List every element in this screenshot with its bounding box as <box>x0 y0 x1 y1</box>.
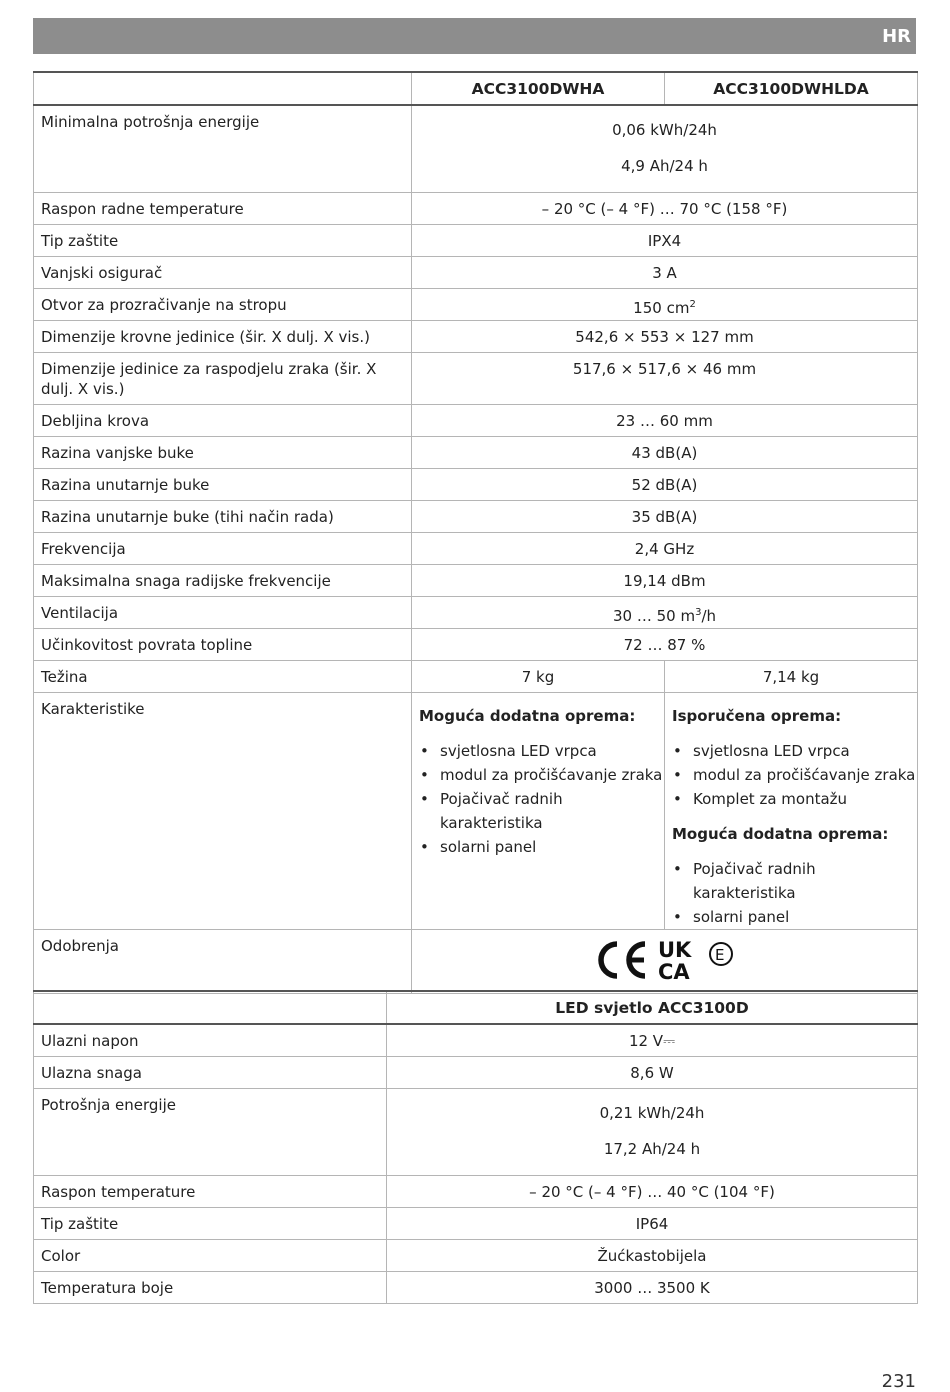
table-row-approvals <box>34 929 918 993</box>
table-row <box>34 1088 918 1175</box>
value-suffix: /h <box>701 606 717 625</box>
row-value: 12 V⎓ <box>387 1024 918 1056</box>
ukca-mark-bottom: CA <box>657 959 690 982</box>
features-list <box>665 739 917 811</box>
features-list <box>412 739 664 859</box>
value-text: 150 cm <box>633 298 690 317</box>
table-row <box>34 564 918 596</box>
row-value: 3000 … 3500 K <box>387 1271 918 1303</box>
column-header-acc3100dwhlda: ACC3100DWHLDA <box>665 72 918 105</box>
table-row <box>34 105 918 192</box>
row-label: Temperatura boje <box>34 1271 387 1303</box>
row-label: Razina vanjske buke <box>34 436 412 468</box>
page-number: 231 <box>881 1371 916 1392</box>
row-value: 3 A <box>412 256 918 288</box>
row-label: Otvor za prozračivanje na stropu <box>34 288 412 320</box>
column-header-acc3100dwha: ACC3100DWHA <box>412 72 665 105</box>
row-label: Tip zaštite <box>34 224 412 256</box>
table-row <box>34 320 918 352</box>
table-row <box>34 192 918 224</box>
row-label: Dimenzije jedinice za raspodjelu zraka (šir. X dulj. X vis.) <box>34 352 412 404</box>
row-label: Debljina krova <box>34 404 412 436</box>
table-row <box>34 436 918 468</box>
row-label: Tip zaštite <box>34 1207 387 1239</box>
language-code: HR <box>882 26 911 47</box>
row-label: Razina unutarnje buke <box>34 468 412 500</box>
features-title-optional: Moguća dodatna oprema: <box>672 824 889 843</box>
row-label: Učinkovitost povrata topline <box>34 628 412 660</box>
row-label: Potrošnja energije <box>34 1088 387 1175</box>
row-value: – 20 °C (– 4 °F) … 70 °C (158 °F) <box>412 192 918 224</box>
table-row <box>34 1175 918 1207</box>
row-label: Frekvencija <box>34 532 412 564</box>
unit-superscript: 2 <box>689 298 696 310</box>
spec-table-air-conditioner <box>33 71 918 994</box>
table-row <box>34 288 918 320</box>
table-row <box>34 596 918 628</box>
table-row <box>34 224 918 256</box>
row-value <box>412 105 918 192</box>
row-value: 52 dB(A) <box>412 468 918 500</box>
row-label: Dimenzije krovne jedinice (šir. X dulj. X vis.) <box>34 320 412 352</box>
value-line: 4,9 Ah/24 h <box>621 157 708 175</box>
spec-table-led-light <box>33 990 918 1304</box>
row-label: Ventilacija <box>34 596 412 628</box>
row-label: Raspon radne temperature <box>34 192 412 224</box>
table-row <box>34 1239 918 1271</box>
row-value: 8,6 W <box>387 1056 918 1088</box>
table-row <box>34 1271 918 1303</box>
table1-corner-header <box>34 72 412 105</box>
row-value: 43 dB(A) <box>412 436 918 468</box>
row-label: Odobrenja <box>34 929 412 993</box>
features-list-optional <box>665 857 917 929</box>
ukca-mark-top: UK <box>657 937 691 962</box>
table-row <box>34 532 918 564</box>
row-value: 542,6 × 553 × 127 mm <box>412 320 918 352</box>
row-value: 19,14 dBm <box>412 564 918 596</box>
table-row <box>34 352 918 404</box>
row-value: – 20 °C (– 4 °F) … 40 °C (104 °F) <box>387 1175 918 1207</box>
table-row <box>34 1207 918 1239</box>
table-row <box>34 1024 918 1056</box>
value-line: 17,2 Ah/24 h <box>603 1139 701 1158</box>
list-item: • Komplet za montažu <box>693 787 917 811</box>
value-text: 30 … 50 m <box>612 606 696 625</box>
table-row <box>34 660 918 692</box>
table-row <box>34 404 918 436</box>
approval-marks <box>412 929 918 993</box>
table-row <box>34 628 918 660</box>
row-value <box>387 1088 918 1175</box>
row-label: Razina unutarnje buke (tihi način rada) <box>34 500 412 532</box>
row-label: Raspon temperature <box>34 1175 387 1207</box>
list-item: • solarni panel <box>693 905 917 929</box>
row-value: 517,6 × 517,6 × 46 mm <box>412 352 918 404</box>
list-item: • modul za pročišćavanje zraka <box>440 763 664 787</box>
row-value: IPX4 <box>412 224 918 256</box>
list-item: • solarni panel <box>440 835 664 859</box>
row-value: 72 … 87 % <box>412 628 918 660</box>
ce-mark-icon <box>593 938 651 982</box>
value-line: 0,06 kWh/24h <box>612 121 717 139</box>
table-row <box>34 256 918 288</box>
row-value: 35 dB(A) <box>412 500 918 532</box>
table-row <box>34 1056 918 1088</box>
row-label: Ulazna snaga <box>34 1056 387 1088</box>
list-item: • modul za pročišćavanje zraka <box>693 763 917 787</box>
row-label: Vanjski osigurač <box>34 256 412 288</box>
table-row-features <box>34 692 918 929</box>
list-item: • Pojačivač radnih karakteristika <box>440 787 664 835</box>
language-header-bar <box>33 18 916 54</box>
features-col-dwha <box>412 692 665 929</box>
row-value: IP64 <box>387 1207 918 1239</box>
features-title: Moguća dodatna oprema: <box>419 706 636 725</box>
ukca-mark-icon <box>657 938 701 982</box>
value-line: 0,21 kWh/24h <box>599 1103 705 1122</box>
unit-superscript: 3 <box>695 606 702 618</box>
table2-corner-header <box>34 991 387 1024</box>
table-row <box>34 500 918 532</box>
row-label: Minimalna potrošnja energije <box>34 105 412 192</box>
row-value-dwhlda: 7,14 kg <box>665 660 918 692</box>
row-label: Težina <box>34 660 412 692</box>
row-label: Ulazni napon <box>34 1024 387 1056</box>
e-mark-letter: E <box>714 945 724 964</box>
features-title: Isporučena oprema: <box>672 706 842 725</box>
row-label: Maksimalna snaga radijske frekvencije <box>34 564 412 596</box>
list-item: • svjetlosna LED vrpca <box>440 739 664 763</box>
row-value: 2,4 GHz <box>412 532 918 564</box>
row-value <box>412 596 918 628</box>
column-header-led-light: LED svjetlo ACC3100D <box>387 991 918 1024</box>
row-label: Color <box>34 1239 387 1271</box>
row-label: Karakteristike <box>34 692 412 929</box>
row-value: 23 … 60 mm <box>412 404 918 436</box>
list-item: • Pojačivač radnih karakteristika <box>693 857 917 905</box>
e-mark-icon <box>707 938 737 982</box>
row-value <box>412 288 918 320</box>
list-item: • svjetlosna LED vrpca <box>693 739 917 763</box>
table-row <box>34 468 918 500</box>
row-value: Žućkastobijela <box>387 1239 918 1271</box>
row-value-dwha: 7 kg <box>412 660 665 692</box>
features-col-dwhlda <box>665 692 918 929</box>
